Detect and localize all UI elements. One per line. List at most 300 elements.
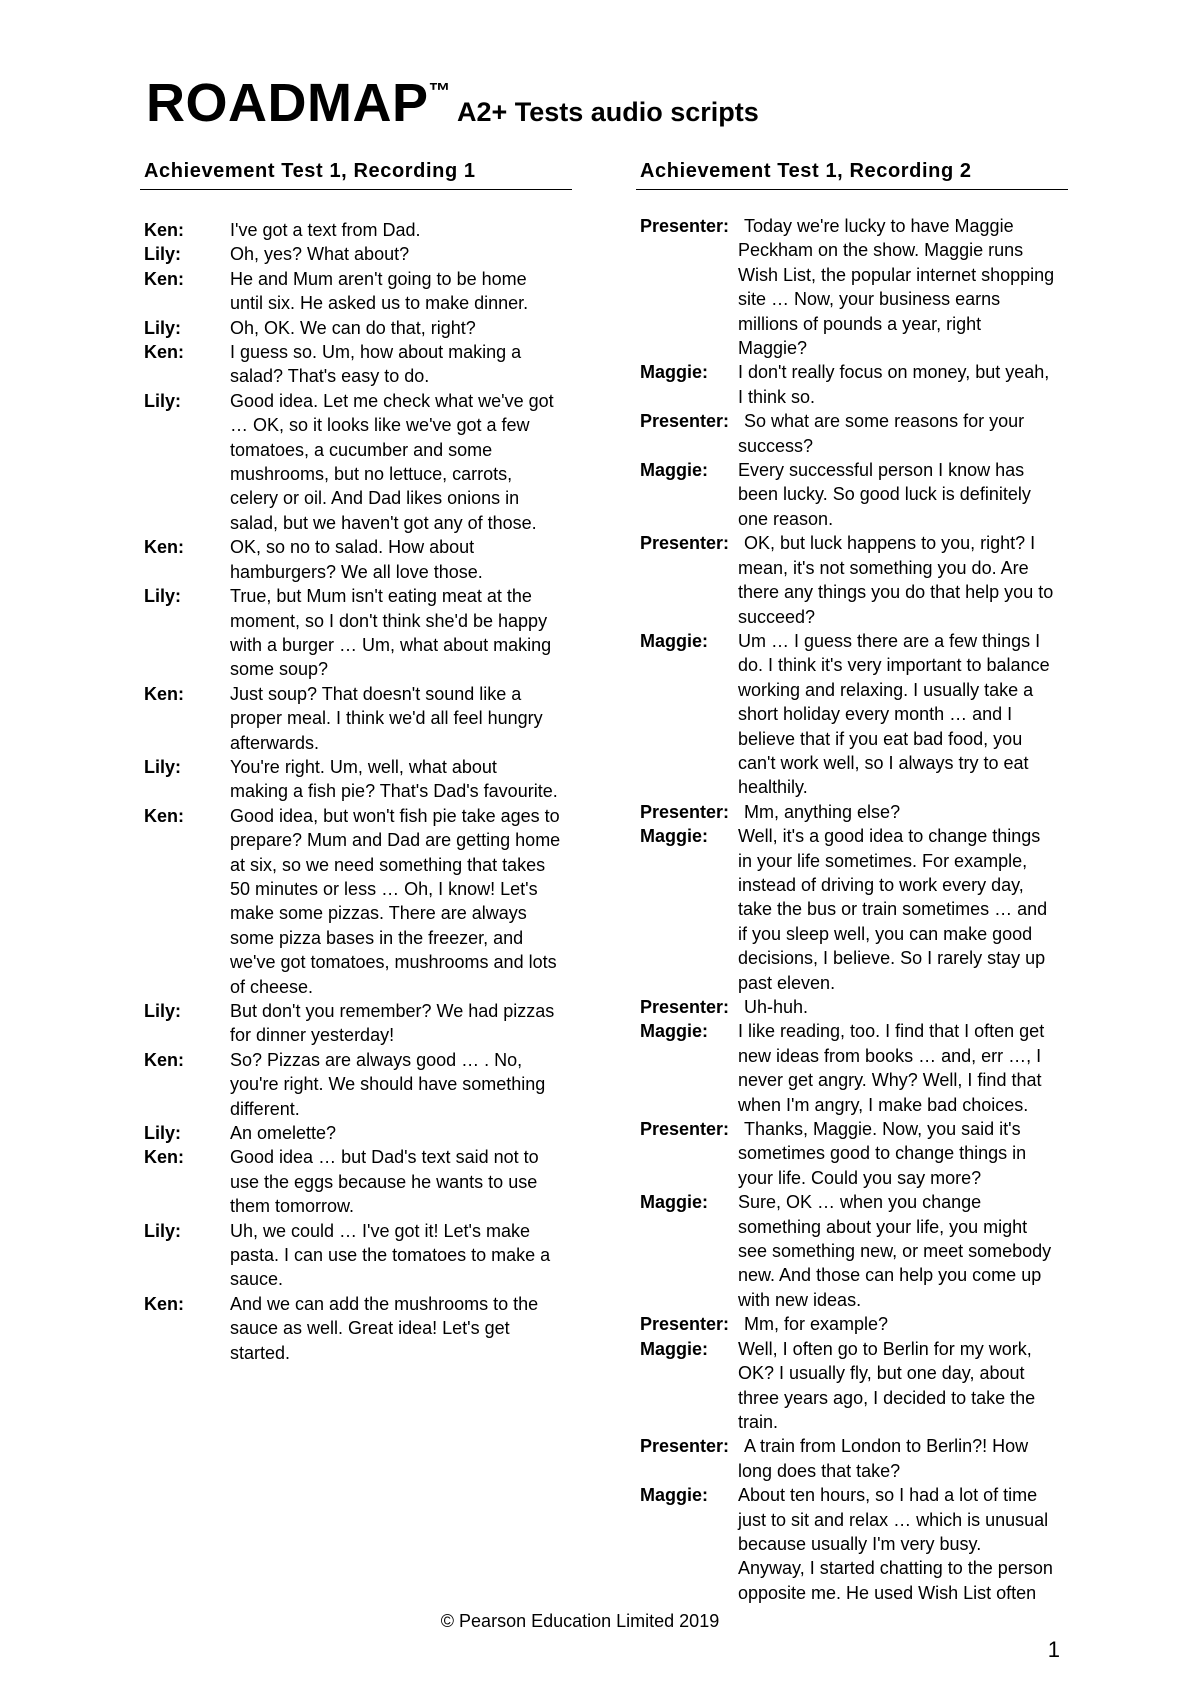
script-line bbox=[636, 1117, 1068, 1141]
speaker-label: Maggie: bbox=[640, 630, 709, 651]
script-line bbox=[140, 999, 572, 1023]
speaker-label bbox=[636, 605, 738, 629]
speaker-label bbox=[636, 336, 738, 360]
speaker-label bbox=[636, 775, 738, 799]
script-line bbox=[140, 1097, 572, 1121]
line-text: Maggie? bbox=[738, 338, 808, 359]
script-line bbox=[140, 267, 572, 291]
line-text: proper meal. I think we'd all feel hungry bbox=[230, 708, 543, 729]
speaker-label: Lily: bbox=[144, 244, 182, 265]
line-text: of cheese. bbox=[230, 976, 314, 997]
line-text: Anyway, I started chatting to the person bbox=[738, 1558, 1053, 1579]
script-line bbox=[140, 633, 572, 657]
line-text: Today we're lucky to have Maggie bbox=[744, 216, 1014, 236]
line-text: them tomorrow. bbox=[230, 1196, 355, 1217]
line-text: Good idea. Let me check what we've got bbox=[230, 390, 554, 411]
script-line bbox=[140, 1072, 572, 1096]
line-text: But don't you remember? We had pizzas bbox=[230, 1001, 555, 1021]
speaker-label: Ken: bbox=[144, 683, 184, 704]
speaker-label: Ken: bbox=[144, 1147, 184, 1168]
line-text: So? Pizzas are always good … . No, bbox=[230, 1049, 523, 1070]
speaker-label bbox=[636, 1239, 738, 1263]
line-text: OK, so no to salad. How about bbox=[230, 537, 475, 558]
speaker-label bbox=[636, 1581, 738, 1605]
speaker-label: Presenter: bbox=[640, 1119, 730, 1140]
speaker-label bbox=[140, 779, 230, 803]
script-line bbox=[140, 1267, 572, 1291]
recording-2-script bbox=[636, 214, 1068, 1605]
line-text: Just soup? That doesn't sound like a bbox=[230, 683, 522, 704]
script-line bbox=[140, 755, 572, 779]
script-line bbox=[636, 1166, 1068, 1190]
script-line bbox=[140, 657, 572, 681]
speaker-label: Presenter: bbox=[640, 801, 730, 822]
script-line bbox=[140, 1292, 572, 1316]
script-line bbox=[636, 360, 1068, 384]
script-line bbox=[636, 702, 1068, 726]
speaker-label bbox=[636, 580, 738, 604]
document-subtitle: A2+ Tests audio scripts bbox=[456, 97, 759, 127]
script-line bbox=[636, 1508, 1068, 1532]
line-text: Mm, for example? bbox=[744, 1314, 889, 1335]
line-text: some pizza bases in the freezer, and bbox=[230, 927, 524, 948]
line-text: make some pizzas. There are always bbox=[230, 903, 527, 924]
script-line bbox=[636, 1581, 1068, 1605]
speaker-label bbox=[140, 291, 230, 315]
recording-1-column bbox=[140, 160, 572, 1365]
line-text: Um … I guess there are a few things I bbox=[738, 630, 1041, 651]
script-line bbox=[636, 1288, 1068, 1312]
line-text: True, but Mum isn't eating meat at the bbox=[230, 586, 532, 607]
line-text: three years ago, I decided to take the bbox=[738, 1387, 1036, 1408]
script-line bbox=[140, 511, 572, 535]
speaker-label bbox=[636, 946, 738, 970]
script-line bbox=[140, 1316, 572, 1340]
line-text: been lucky. So good luck is definitely bbox=[738, 484, 1031, 505]
line-text: site … Now, your business earns bbox=[738, 289, 1001, 310]
line-text: your life. Could you say more? bbox=[738, 1167, 982, 1188]
speaker-label bbox=[140, 1194, 230, 1218]
speaker-label bbox=[636, 1556, 738, 1580]
line-text: 50 minutes or less … Oh, I know! Let's bbox=[230, 878, 538, 899]
line-text: new ideas from books … and, err …, I bbox=[738, 1045, 1042, 1066]
line-text: About ten hours, so I had a lot of time bbox=[738, 1485, 1038, 1506]
script-line bbox=[636, 1141, 1068, 1165]
line-text: Uh-huh. bbox=[744, 997, 809, 1017]
line-text: sometimes good to change things in bbox=[738, 1143, 1027, 1164]
speaker-label bbox=[140, 731, 230, 755]
line-text: there any things you do that help you to bbox=[738, 582, 1054, 603]
line-text: millions of pounds a year, right bbox=[738, 313, 982, 334]
speaker-label bbox=[140, 828, 230, 852]
speaker-label: Ken: bbox=[144, 268, 184, 289]
speaker-label bbox=[140, 486, 230, 510]
script-line bbox=[140, 340, 572, 364]
line-text: do. I think it's very important to balance bbox=[738, 655, 1050, 676]
speaker-label bbox=[140, 657, 230, 681]
speaker-label: Maggie: bbox=[640, 1192, 709, 1213]
script-line bbox=[140, 389, 572, 413]
script-line bbox=[636, 531, 1068, 555]
script-line bbox=[140, 828, 572, 852]
line-text: because usually I'm very busy. bbox=[738, 1533, 982, 1554]
line-text: Well, it's a good idea to change things bbox=[738, 826, 1041, 847]
script-line bbox=[636, 507, 1068, 531]
line-text: use the eggs because he wants to use bbox=[230, 1171, 538, 1192]
line-text: Wish List, the popular internet shopping bbox=[738, 264, 1055, 285]
speaker-label bbox=[636, 1508, 738, 1532]
script-line bbox=[636, 1068, 1068, 1092]
script-line bbox=[636, 1434, 1068, 1458]
speaker-label bbox=[140, 975, 230, 999]
line-text: opposite me. He used Wish List often bbox=[738, 1582, 1037, 1603]
script-line bbox=[140, 364, 572, 388]
line-text: working and relaxing. I usually take a bbox=[738, 679, 1034, 700]
trademark-symbol: ™ bbox=[428, 78, 451, 103]
speaker-label: Maggie: bbox=[640, 1485, 709, 1506]
line-text: afterwards. bbox=[230, 732, 320, 753]
speaker-label bbox=[140, 1023, 230, 1047]
line-text: one reason. bbox=[738, 508, 834, 529]
speaker-label bbox=[636, 1093, 738, 1117]
line-text: long does that take? bbox=[738, 1460, 901, 1481]
script-line bbox=[140, 1145, 572, 1169]
speaker-label: Ken: bbox=[144, 1293, 184, 1314]
speaker-label: Lily: bbox=[144, 390, 182, 411]
script-line bbox=[140, 609, 572, 633]
script-line bbox=[140, 438, 572, 462]
script-line bbox=[636, 312, 1068, 336]
line-text: Oh, OK. We can do that, right? bbox=[230, 317, 476, 338]
line-text: until six. He asked us to make dinner. bbox=[230, 293, 529, 314]
speaker-label bbox=[140, 413, 230, 437]
speaker-label: Ken: bbox=[144, 1049, 184, 1070]
speaker-label bbox=[140, 1170, 230, 1194]
line-text: Uh, we could … I've got it! Let's make bbox=[230, 1220, 531, 1241]
line-text: tomatoes, a cucumber and some bbox=[230, 439, 493, 460]
speaker-label bbox=[636, 556, 738, 580]
speaker-label: Lily: bbox=[144, 317, 182, 338]
script-line bbox=[636, 653, 1068, 677]
script-line bbox=[140, 1341, 572, 1365]
line-text: I like reading, too. I find that I often get bbox=[738, 1021, 1045, 1042]
speaker-label bbox=[636, 238, 738, 262]
speaker-label: Lily: bbox=[144, 1001, 182, 1021]
speaker-label bbox=[140, 926, 230, 950]
line-text: OK? I usually fly, but one day, about bbox=[738, 1363, 1025, 1384]
script-line bbox=[636, 751, 1068, 775]
speaker-label bbox=[636, 1459, 738, 1483]
speaker-label bbox=[636, 1215, 738, 1239]
line-text: celery or oil. And Dad likes onions in bbox=[230, 488, 520, 509]
speaker-label: Lily: bbox=[144, 1220, 182, 1241]
script-line bbox=[636, 287, 1068, 311]
script-line bbox=[636, 580, 1068, 604]
script-line bbox=[140, 1121, 572, 1145]
line-text: salad? That's easy to do. bbox=[230, 366, 430, 387]
speaker-label bbox=[140, 706, 230, 730]
speaker-label: Ken: bbox=[144, 805, 184, 826]
line-text: short holiday every month … and I bbox=[738, 704, 1013, 725]
line-text: I think so. bbox=[738, 386, 816, 407]
line-text: never get angry. Why? Well, I find that bbox=[738, 1070, 1042, 1091]
script-line bbox=[140, 316, 572, 340]
script-line bbox=[636, 1190, 1068, 1214]
recording-1-heading: Achievement Test 1, Recording 1 bbox=[140, 160, 572, 190]
script-line bbox=[140, 218, 572, 242]
speaker-label: Maggie: bbox=[640, 826, 709, 847]
script-line bbox=[140, 1023, 572, 1047]
line-text: Thanks, Maggie. Now, you said it's bbox=[744, 1119, 1021, 1140]
line-text: something about your life, you might bbox=[738, 1216, 1028, 1237]
line-text: with a burger … Um, what about making bbox=[230, 634, 552, 655]
script-line bbox=[636, 1532, 1068, 1556]
script-line bbox=[636, 1361, 1068, 1385]
speaker-label: Ken: bbox=[144, 342, 184, 363]
speaker-label bbox=[636, 873, 738, 897]
speaker-label bbox=[140, 364, 230, 388]
script-line bbox=[636, 458, 1068, 482]
script-line bbox=[636, 922, 1068, 946]
speaker-label: Maggie: bbox=[640, 1021, 709, 1042]
line-text: Peckham on the show. Maggie runs bbox=[738, 240, 1024, 261]
line-text: sauce. bbox=[230, 1269, 284, 1290]
line-text: pasta. I can use the tomatoes to make a bbox=[230, 1245, 551, 1266]
line-text: can't work well, so I always try to eat bbox=[738, 752, 1029, 773]
script-line bbox=[636, 1386, 1068, 1410]
recording-1-script bbox=[140, 218, 572, 1365]
script-line bbox=[636, 409, 1068, 433]
script-line bbox=[636, 849, 1068, 873]
speaker-label: Presenter: bbox=[640, 997, 730, 1017]
speaker-label: Lily: bbox=[144, 586, 182, 607]
speaker-label bbox=[636, 922, 738, 946]
speaker-label bbox=[140, 633, 230, 657]
line-text: … OK, so it looks like we've got a few bbox=[230, 415, 530, 436]
line-text: see something new, or meet somebody bbox=[738, 1241, 1052, 1262]
script-line bbox=[636, 1263, 1068, 1287]
line-text: when I'm angry, I make bad choices. bbox=[738, 1094, 1029, 1115]
speaker-label bbox=[140, 1316, 230, 1340]
script-line bbox=[140, 242, 572, 266]
script-line bbox=[140, 877, 572, 901]
speaker-label bbox=[636, 507, 738, 531]
speaker-label bbox=[636, 385, 738, 409]
line-text: moment, so I don't think she'd be happy bbox=[230, 610, 548, 631]
script-line bbox=[636, 1019, 1068, 1043]
line-text: new. And those can help you come up bbox=[738, 1265, 1042, 1286]
speaker-label bbox=[636, 849, 738, 873]
line-text: Sure, OK … when you change bbox=[738, 1192, 982, 1213]
script-line bbox=[636, 385, 1068, 409]
line-text: if you sleep well, you can make good bbox=[738, 923, 1033, 944]
script-line bbox=[140, 975, 572, 999]
speaker-label bbox=[636, 434, 738, 458]
line-text: salad, but we haven't got any of those. bbox=[230, 512, 537, 533]
script-line bbox=[636, 629, 1068, 653]
line-text: I've got a text from Dad. bbox=[230, 220, 421, 240]
line-text: Well, I often go to Berlin for my work, bbox=[738, 1338, 1032, 1359]
line-text: OK, but luck happens to you, right? I bbox=[744, 533, 1036, 554]
line-text: we've got tomatoes, mushrooms and lots bbox=[230, 952, 557, 973]
speaker-label bbox=[140, 853, 230, 877]
speaker-label bbox=[636, 751, 738, 775]
script-line bbox=[636, 1215, 1068, 1239]
script-line bbox=[140, 584, 572, 608]
speaker-label: Presenter: bbox=[640, 533, 730, 554]
script-line bbox=[140, 926, 572, 950]
script-line bbox=[636, 1239, 1068, 1263]
line-text: train. bbox=[738, 1411, 779, 1432]
line-text: in your life sometimes. For example, bbox=[738, 850, 1028, 871]
speaker-label bbox=[140, 1243, 230, 1267]
line-text: Every successful person I know has bbox=[738, 460, 1025, 481]
line-text: started. bbox=[230, 1342, 291, 1363]
line-text: prepare? Mum and Dad are getting home bbox=[230, 830, 561, 851]
line-text: And we can add the mushrooms to the bbox=[230, 1293, 539, 1314]
speaker-label bbox=[636, 1386, 738, 1410]
speaker-label bbox=[140, 438, 230, 462]
speaker-label bbox=[636, 1410, 738, 1434]
speaker-label: Lily: bbox=[144, 756, 182, 777]
speaker-label: Presenter: bbox=[640, 1436, 730, 1457]
script-line bbox=[636, 946, 1068, 970]
script-line bbox=[140, 1194, 572, 1218]
line-text: Good idea, but won't fish pie take ages to bbox=[230, 805, 560, 826]
line-text: different. bbox=[230, 1098, 300, 1119]
speaker-label bbox=[636, 702, 738, 726]
script-line bbox=[636, 1483, 1068, 1507]
script-line bbox=[140, 682, 572, 706]
copyright-footer: © Pearson Education Limited 2019 bbox=[440, 1611, 720, 1631]
speaker-label bbox=[140, 901, 230, 925]
script-line bbox=[140, 1170, 572, 1194]
speaker-label bbox=[636, 1532, 738, 1556]
line-text: for dinner yesterday! bbox=[230, 1025, 395, 1046]
line-text: I guess so. Um, how about making a bbox=[230, 342, 522, 363]
line-text: So what are some reasons for your bbox=[744, 411, 1025, 432]
recording-2-heading: Achievement Test 1, Recording 2 bbox=[636, 160, 1068, 190]
speaker-label bbox=[140, 1072, 230, 1096]
speaker-label bbox=[636, 971, 738, 995]
line-text: sauce as well. Great idea! Let's get bbox=[230, 1318, 510, 1339]
speaker-label bbox=[636, 1263, 738, 1287]
script-line bbox=[636, 1337, 1068, 1361]
script-line bbox=[636, 824, 1068, 848]
script-line bbox=[636, 1044, 1068, 1068]
script-line bbox=[636, 1556, 1068, 1580]
line-text: succeed? bbox=[738, 606, 816, 627]
script-line bbox=[140, 950, 572, 974]
speaker-label bbox=[140, 609, 230, 633]
speaker-label bbox=[636, 287, 738, 311]
speaker-label bbox=[140, 511, 230, 535]
line-text: Oh, yes? What about? bbox=[230, 244, 410, 265]
speaker-label bbox=[636, 1166, 738, 1190]
line-text: You're right. Um, well, what about bbox=[230, 756, 497, 777]
script-line bbox=[140, 853, 572, 877]
line-text: just to sit and relax … which is unusual bbox=[738, 1509, 1049, 1530]
script-line bbox=[140, 535, 572, 559]
script-line bbox=[636, 263, 1068, 287]
speaker-label bbox=[636, 1068, 738, 1092]
line-text: instead of driving to work every day, bbox=[738, 874, 1024, 895]
script-line bbox=[636, 238, 1068, 262]
speaker-label: Maggie: bbox=[640, 362, 709, 383]
speaker-label bbox=[636, 1361, 738, 1385]
speaker-label: Presenter: bbox=[640, 411, 730, 432]
speaker-label: Presenter: bbox=[640, 216, 730, 236]
speaker-label bbox=[140, 950, 230, 974]
script-line bbox=[140, 731, 572, 755]
speaker-label bbox=[140, 462, 230, 486]
line-text: with new ideas. bbox=[738, 1289, 862, 1310]
script-line bbox=[636, 1312, 1068, 1336]
script-line bbox=[140, 462, 572, 486]
line-text: past eleven. bbox=[738, 972, 836, 993]
speaker-label: Lily: bbox=[144, 1123, 182, 1144]
script-line bbox=[140, 560, 572, 584]
speaker-label bbox=[140, 560, 230, 584]
speaker-label bbox=[636, 263, 738, 287]
script-line bbox=[636, 605, 1068, 629]
line-text: He and Mum aren't going to be home bbox=[230, 268, 527, 289]
script-line bbox=[636, 995, 1068, 1019]
speaker-label bbox=[636, 653, 738, 677]
script-line bbox=[636, 775, 1068, 799]
line-text: some soup? bbox=[230, 659, 329, 680]
script-line bbox=[140, 779, 572, 803]
speaker-label: Ken: bbox=[144, 537, 184, 558]
script-line bbox=[636, 1093, 1068, 1117]
script-line bbox=[140, 901, 572, 925]
line-text: healthily. bbox=[738, 777, 808, 798]
script-line bbox=[140, 486, 572, 510]
brand-name: ROADMAP bbox=[146, 73, 429, 133]
script-line bbox=[636, 800, 1068, 824]
speaker-label: Maggie: bbox=[640, 1338, 709, 1359]
script-line bbox=[636, 727, 1068, 751]
script-line bbox=[636, 1410, 1068, 1434]
script-line bbox=[636, 1459, 1068, 1483]
script-line bbox=[636, 556, 1068, 580]
script-line bbox=[636, 434, 1068, 458]
line-text: Mm, anything else? bbox=[744, 801, 901, 822]
line-text: mean, it's not something you do. Are bbox=[738, 557, 1029, 578]
script-line bbox=[140, 804, 572, 828]
line-text: success? bbox=[738, 435, 814, 456]
speaker-label bbox=[636, 1141, 738, 1165]
line-text: hamburgers? We all love those. bbox=[230, 561, 483, 582]
line-text: at six, so we need something that takes bbox=[230, 854, 546, 875]
speaker-label bbox=[636, 482, 738, 506]
speaker-label bbox=[140, 1267, 230, 1291]
speaker-label bbox=[636, 1288, 738, 1312]
script-line bbox=[636, 897, 1068, 921]
speaker-label bbox=[140, 1097, 230, 1121]
script-line bbox=[140, 706, 572, 730]
page-number: 1 bbox=[1047, 1637, 1060, 1662]
document-title bbox=[146, 72, 759, 134]
script-line bbox=[636, 336, 1068, 360]
script-line bbox=[636, 678, 1068, 702]
line-text: making a fish pie? That's Dad's favourite. bbox=[230, 781, 558, 802]
speaker-label bbox=[636, 1044, 738, 1068]
line-text: An omelette? bbox=[230, 1123, 337, 1144]
script-line bbox=[636, 971, 1068, 995]
script-line bbox=[636, 873, 1068, 897]
line-text: I don't really focus on money, but yeah, bbox=[738, 362, 1050, 383]
